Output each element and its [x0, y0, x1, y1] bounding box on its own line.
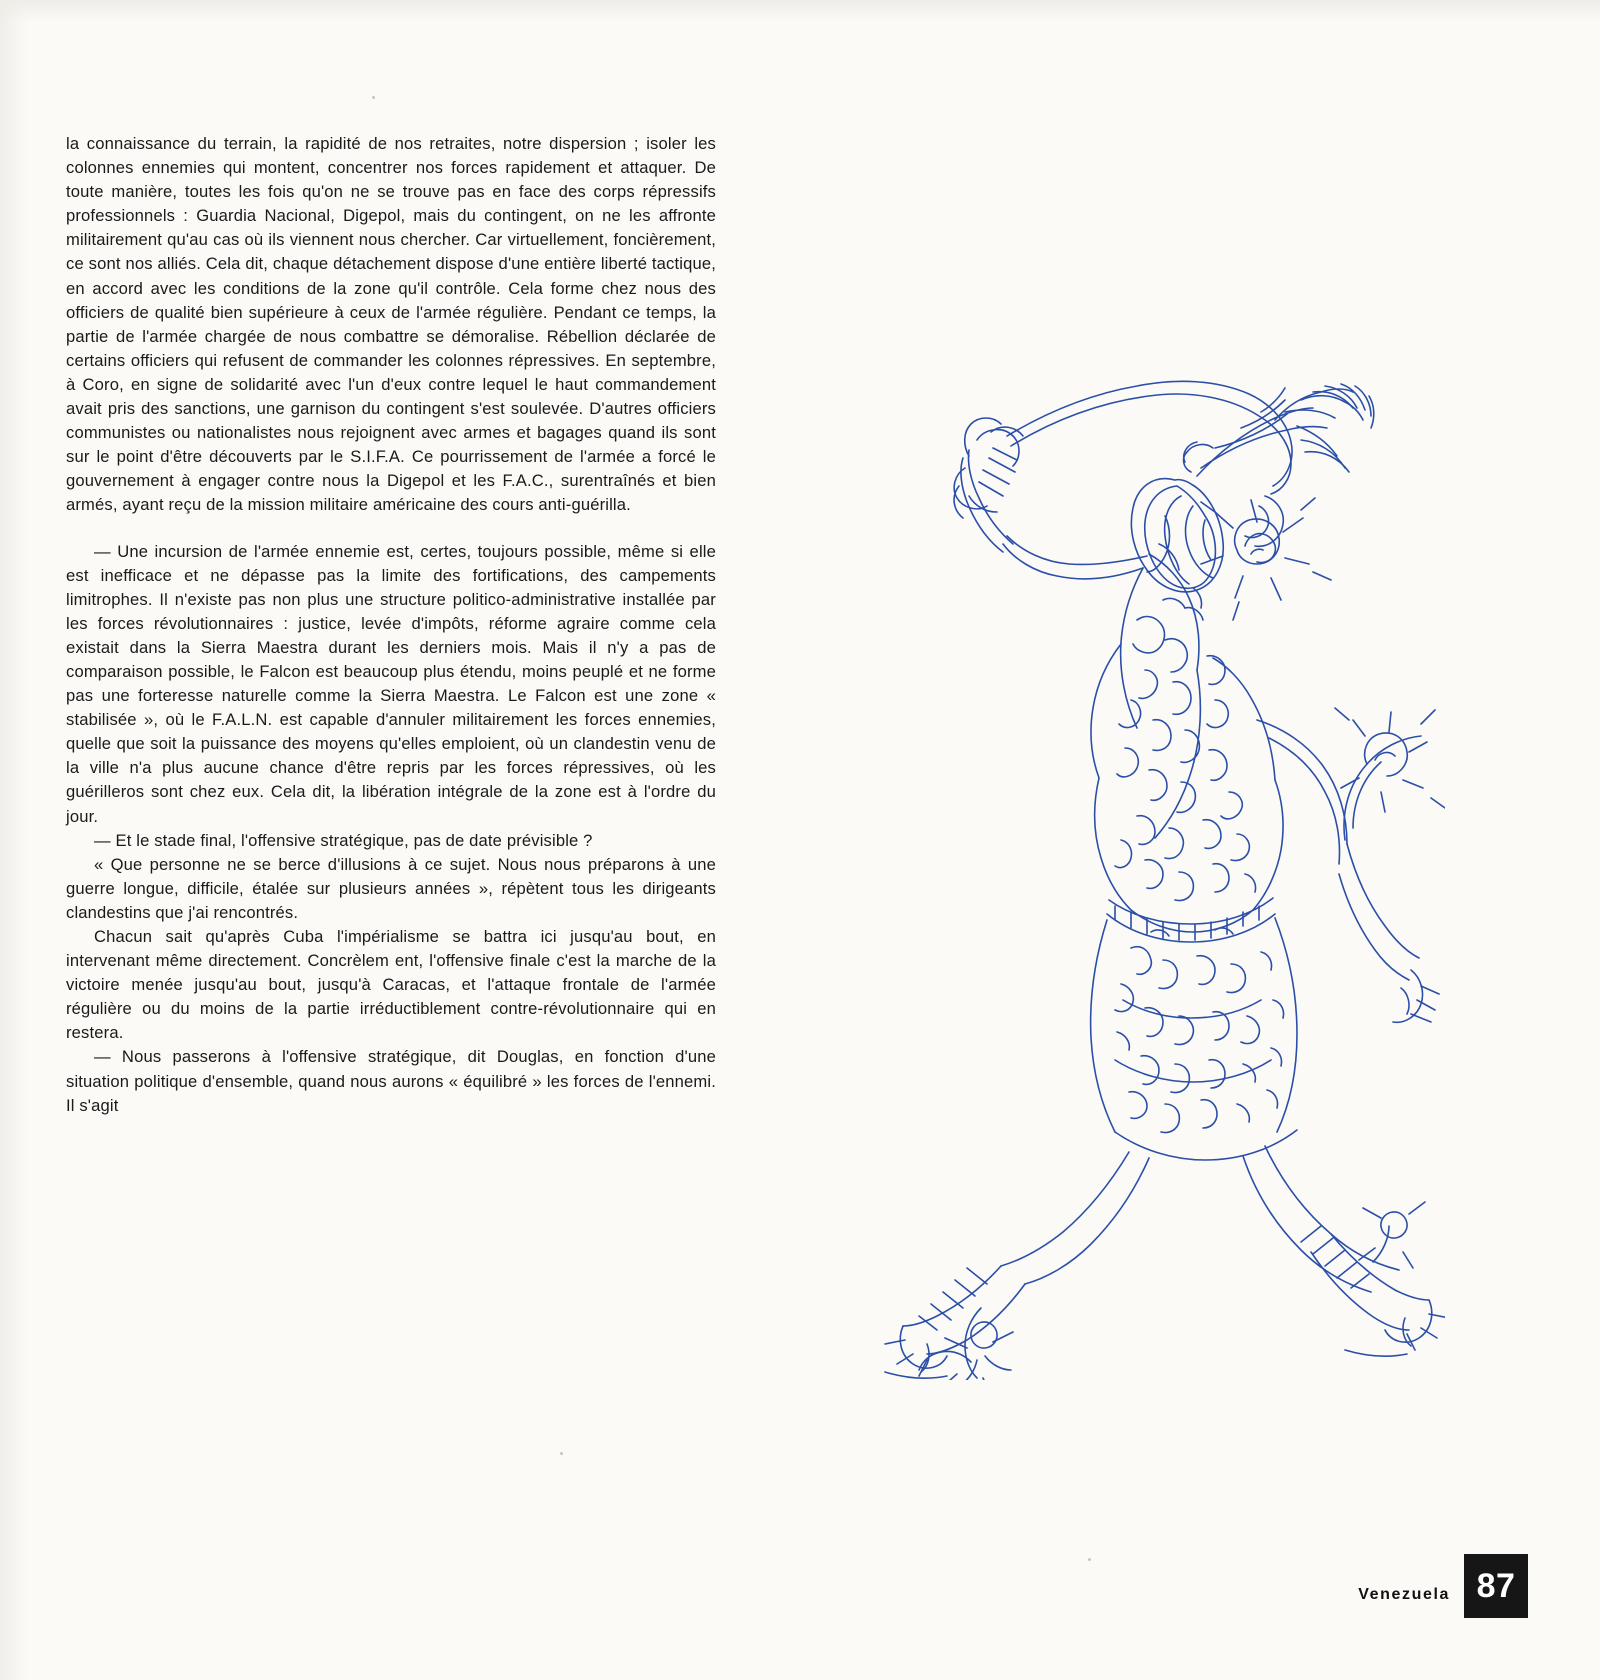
- body-text-column: [66, 132, 716, 1118]
- paragraph: la connaissance du terrain, la rapidité de nos retraites, notre dispersion ; isoler les colonnes ennemies qui montent, concentrer nos forces rapidement et attaquer. De toute manière, toutes les fois qu'on ne se trouve pas en face des corps répressifs professionnels : Guardia Nacional, Digepol, mais du contingent, on ne les affronte militairement qu'au cas où ils viennent nous chercher. Car virtuellement, foncièrement, ce sont nos alliés. Cela dit, chaque détachement dispose d'une entière liberté tactique, en accord avec les conditions de la zone qu'il contrôle. Cela forme chez nous des officiers de qualité bien supérieure à ceux de l'armée régulière. Pendant ce temps, la partie de l'armée chargée de nous combattre se démoralise. Rébellion déclarée de certains officiers qui refusent de commander les colonnes répressives. En septembre, à Coro, en signe de solidarité avec l'un d'eux contre lequel le haut commandement avait pris des sanctions, une garnison du contingent s'est soulevée. D'autres officiers communistes ou nationalistes nous rejoignent avec armes et bagages quand ils sont sur le point d'être découverts par le S.I.F.A. Ce pourrissement de l'armée a forcé le gouvernement à engager contre nous la Digepol et les F.A.C., surentraînés et bien armés, ayant reçu de la mission militaire américaine des cours anti-guérilla.: [66, 134, 716, 515]
- paragraph: Chacun sait qu'après Cuba l'impérialisme se battra ici jusqu'au bout, en intervenant même directement. Concrèlem ent, l'offensive finale c'est la marche de la victoire menée jusqu'au bout, jusqu'à Caracas, et l'attaque frontale de l'armée régulière ou du moins de la partie irréductiblement contre-révolutionnaire qui en restera.: [66, 927, 716, 1043]
- paper-speck: [560, 1452, 563, 1455]
- paragraph: — Et le stade final, l'offensive stratégique, pas de date prévisible ?: [94, 830, 593, 850]
- page-number: 87: [1464, 1554, 1528, 1618]
- illustration-guerrilla-fighter-pen-drawing: [745, 300, 1445, 1380]
- paper-speck: [1088, 1558, 1091, 1561]
- paragraph: « Que personne ne se berce d'illusions à ce sujet. Nous nous préparons à une guerre longue, difficile, étalée sur plusieurs années », répètent tous les dirigeants clandestins que j'ai rencontrés.: [66, 854, 716, 922]
- page-footer: [1358, 1554, 1528, 1618]
- paragraph: — Nous passerons à l'offensive stratégique, dit Douglas, en fonction d'une situation politique d'ensemble, quand nous aurons « équilibré » les forces de l'ennemi. Il s'agit: [66, 1047, 716, 1115]
- paragraph: — Une incursion de l'armée ennemie est, certes, toujours possible, même si elle est inefficace et ne dépasse pas la limite des fortifications, des campements limitrophes. Il n'existe pas non plus une structure politico-administrative installée par les forces révolutionnaires : justice, levée d'impôts, réforme agraire comme cela existait dans la Sierra Maestra durant les derniers mois. Mais il n'y a pas de comparaison possible, le Falcon est beaucoup plus étendu, moins peuplé et ne forme pas une forteresse naturelle comme la Sierra Maestra. Le Falcon est une zone « stabilisée », où le F.A.L.N. est capable d'annuler militairement les forces ennemies, quelle que soit la puissance des moyens qu'elles emploient, où un clandestin venu de la ville n'a plus aucune chance d'être repris par les forces répressives, où les guérilleros sont chez eux. Cela dit, la libération intégrale de la zone est à l'ordre du jour.: [66, 541, 716, 826]
- paper-speck: [372, 96, 375, 99]
- chapter-label: Venezuela: [1358, 1586, 1450, 1603]
